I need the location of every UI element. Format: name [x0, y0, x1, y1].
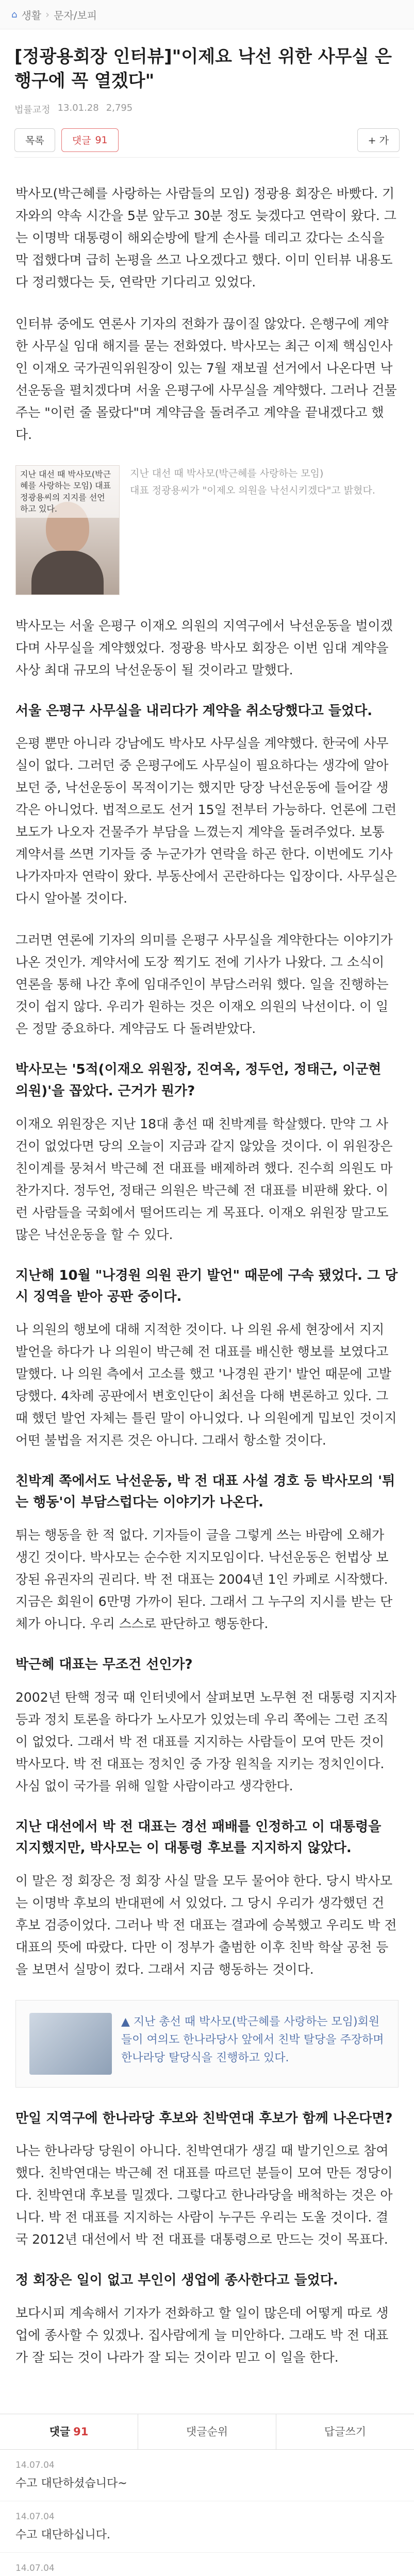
article-toolbar: [14, 128, 400, 152]
related-caption[interactable]: ▲ 지난 총선 때 박사모(박근혜를 사랑하는 모임)회원들이 여의도 한나라당사 앞에서 친박 탈당을 주장하며 한나라당 탈당식을 진행하고 있다.: [121, 2015, 384, 2065]
paragraph: 박사모는 서울 은평구 이재오 의원의 지역구에서 낙선운동을 벌이겠다며 사무실을 계약했었다. 정광용 박사모 회장은 이번 임대 계약을 사상 최대 규모의 낙선운동이 될 것이라고 말했다.: [15, 618, 393, 677]
paragraph: 박사모(박근혜를 사랑하는 사람들의 모임) 정광용 회장은 바빴다. 기자와의 약속 시간을 5분 앞두고 30분 정도 늦겠다고 연락이 왔다. 그는 이명박 대통령이 해외순방에 탈게 손사를 데리고 갔다는 소식을 막 접했다며 급히 논평을 쓰고 나오겠다고 했다. 이미 인터뷰 내용도 다 정리했다는 듯, 연락만 기다리고 있었다.: [15, 185, 396, 290]
question-heading: 박근혜 대표는 무조건 선인가?: [15, 1656, 193, 1672]
article-date: 13.01.28: [57, 102, 99, 113]
article-meta: [14, 103, 400, 116]
question-heading: 만일 지역구에 한나라당 후보와 친박연대 후보가 함께 나온다면?: [15, 2110, 393, 2126]
article-title: [정광용회장 인터뷰]"이제요 낙선 위한 사무실 은행구에 꼭 열겠다": [14, 46, 392, 91]
tab-label: 댓글순위: [186, 2425, 228, 2438]
article-header: [0, 29, 414, 168]
paragraph: 나 의원의 행보에 대해 지적한 것이다. 나 의원 유세 현장에서 지지 발언을 하다가 나 의원이 박근혜 전 대표를 배신한 행보를 보였다고 말했다. 나 의원 측에서 고소를 했고 '나경원 관기' 발언 때문에 고발당했다. 4차례 공판에서 변호인단이 최선을 다해 변론하고 있다. 그때 했던 발언 자체는 틀린 말이 아니었다. 나 의원에게 밉보인 것이지 어떤 불법을 저지른 것은 아니다. 그래서 항소할 것이다.: [15, 1321, 397, 1448]
comment-date: 14.07.04: [15, 2460, 55, 2470]
comment-text: 수고 대단하십니다.: [15, 2528, 111, 2541]
question-heading: 지난해 10월 "나경원 의원 관기 발언" 때문에 구속 됐었다. 그 당시 징역을 받아 공판 중이다.: [15, 1267, 398, 1305]
paragraph: 튀는 행동을 한 적 없다. 기자들이 글을 그렇게 쓰는 바람에 오해가 생긴 것이다. 박사모는 순수한 지지모임이다. 낙선운동은 헌법상 보장된 유권자의 권리다. 박 전 대표는 2004년 1인 카페로 시작했다. 지금은 회원이 6만명 가까이 된다. 그래서 그 누구의 지시를 받는 단체가 아니다. 우리 스스로 판단하고 행동한다.: [15, 1527, 393, 1631]
chevron-right-icon: ›: [45, 8, 50, 21]
article-photo: [15, 465, 120, 595]
paragraph: 은평 뿐만 아니라 강남에도 박사모 사무실을 계약했다. 한국에 사무실이 없다. 그러던 중 은평구에도 사무실이 필요하다는 생각에 알아보던 중, 낙선운동이 목적이기는 했지만 당장 낙선운동에 들어갈 생각은 아니었다. 법적으로도 선거 15일 전부터 가능하다. 언론에 그런 보도가 나오자 건물주가 부담을 느꼈는지 계약을 돌려주었다. 보통 계약서를 쓰면 기자들 중 누군가가 연락을 하곤 한다. 이번에도 기사 나가자마자 연락이 왔다. 부동산에서 곤란하다는 입장이다. 사무실은 다시 알아볼 것이다.: [15, 736, 397, 906]
font-size-button[interactable]: [357, 128, 400, 152]
comment-item[interactable]: [0, 2553, 414, 2576]
home-icon: ⌂: [11, 9, 18, 20]
comment-item[interactable]: [0, 2501, 414, 2553]
paragraph: 보다시피 계속해서 기자가 전화하고 할 일이 많은데 어떻게 따로 생업에 종사할 수 있겠나. 집사람에게 늘 미안하다. 그래도 박 전 대표가 잘 되는 것이 나라가 잘 되는 것이라 믿고 이 일을 한다.: [15, 2305, 389, 2365]
comment-date: 14.07.04: [15, 2563, 55, 2573]
comment-text: 수고 대단하셨습니다~: [15, 2477, 127, 2490]
question-heading: 서울 은평구 사무실을 내리다가 계약을 취소당했다고 들었다.: [15, 703, 373, 719]
tab-write-reply[interactable]: [276, 2414, 414, 2449]
comment-item[interactable]: [0, 2450, 414, 2501]
tab-comment-ranking[interactable]: [138, 2414, 276, 2449]
list-button[interactable]: [14, 128, 55, 152]
top-bar: [0, 0, 414, 29]
paragraph: 그러면 연론에 기자의 의미를 은평구 사무실을 계약한다는 이야기가 나온 것인가. 계약서에 도장 찍기도 전에 기사가 나왔다. 그 소식이 연론을 통해 나간 후에 임대주인이 부담스러워 했다. 일을 진행하는 것이 쉽지 않다. 우리가 원하는 것은 이재오 의원의 낙선이다. 이 일은 정말 중요하다. 계약금도 다 돌려받았다.: [15, 933, 393, 1037]
tab-label: 답글쓰기: [324, 2425, 367, 2438]
comment-button[interactable]: [61, 128, 119, 152]
paragraph: 이재오 위원장은 지난 18대 총선 때 친박계를 학살했다. 만약 그 사건이 없었다면 당의 오늘이 지금과 같지 않았을 것이다. 이 위원장은 친이계를 뭉쳐서 박근혜 전 대표를 배제하려 했다. 진수희 의원도 마찬가지다. 정두언, 정태근 의원은 박근혜 전 대표를 비판해 왔다. 이런 사람들을 국회에서 떨어뜨리는 게 목표다. 이재오 위원장 말고도 많은 낙선운동을 할 수 있다.: [15, 1116, 393, 1242]
question-heading: 친박계 쪽에서도 낙선운동, 박 전 대표 사설 경호 등 박사모의 '튀는 행동'이 부담스럽다는 이야기가 나온다.: [15, 1473, 395, 1511]
question-heading: 지난 대선에서 박 전 대표는 경선 패배를 인정하고 이 대통령을 지지했지만, 박사모는 이 대통령 후보를 지지하지 않았다.: [15, 1819, 382, 1856]
tab-comments[interactable]: [0, 2414, 138, 2449]
comment-date: 14.07.04: [15, 2511, 55, 2522]
comment-count-badge: 91: [95, 134, 108, 146]
article-body: [0, 168, 414, 2398]
paragraph: 2002년 탄핵 정국 때 인터넷에서 살펴보면 노무현 전 대통령 지지자 등과 정치 토론을 하다가 노사모가 있었는데 우리 쪽에는 그런 조직이 없었다. 그래서 박 전 대표를 지지하는 사람들이 모여 만든 것이 박사모다. 박 전 대표는 정치인 중 가장 원칙을 지키는 정치인이다. 사심 없이 국가를 위해 일할 사람이라고 생각한다.: [15, 1689, 396, 1793]
breadcrumb-section[interactable]: 생활: [21, 9, 42, 22]
divider: [14, 157, 400, 158]
photo-caption: 지난 대선 때 박사모(박근혜를 사랑하는 모임) 대표 정광용씨가 "이제오 의원을 낙선시키겠다"고 밝혔다.: [130, 467, 375, 497]
article-author: 법률교정: [14, 104, 51, 115]
tab-label: 댓글: [49, 2425, 71, 2438]
paragraph: 나는 한나라당 당원이 아니다. 친박연대가 생길 때 발기인으로 참여했다. 친박연대는 박근혜 전 대표를 따르던 분들이 모여 만든 정당이다. 친박연대 후보를 밀겠다. 그렇다고 한나라당을 배척하는 것은 아니다. 박 전 대표를 지지하는 사람이 누구든 우리는 도울 것이다. 결국 2012년 대선에서 박 전 대표를 대통령으로 만드는 것이 목표다.: [15, 2143, 393, 2247]
tab-count: 91: [73, 2425, 89, 2438]
comment-button-label: 댓글: [72, 135, 91, 147]
comment-list: [0, 2450, 414, 2576]
article-photo-block: [15, 465, 399, 595]
breadcrumb[interactable]: [11, 7, 97, 22]
photo-body-shape: [31, 551, 104, 595]
paragraph: 인터뷰 중에도 연론사 기자의 전화가 끊이질 않았다. 은행구에 계약한 사무실 임대 해지를 묻는 전화였다. 박사모는 최근 이제 핵심인사인 이재오 국가권익위원장이 있는 7월 재보궐 선거에서 나온다면 낙선운동을 펼치겠다며 서울 은평구에 사무실을 계약했다. 그러나 건물주는 "이런 줄 몰랐다"며 계약금을 돌려주고 계약을 끝내겠다고 했다.: [15, 316, 397, 442]
comment-tabs: [0, 2414, 414, 2450]
list-button-label: 목록: [25, 135, 44, 147]
font-size-button-label: + 가: [368, 135, 389, 147]
breadcrumb-subsection[interactable]: 문자/보피: [54, 9, 97, 22]
question-heading: 박사모는 '5적(이재오 위원장, 진여옥, 정두언, 정태근, 이군현 의원)'을 꼽았다. 근거가 뭔가?: [15, 1062, 382, 1099]
photo-overlay-text: 지난 대선 때 박사모(박근혜를 사랑하는 모임) 대표 정광용씨의 지지를 선언 하고 있다.: [16, 466, 119, 518]
related-thumbnail[interactable]: [29, 2013, 112, 2075]
related-photo-block[interactable]: [15, 2000, 399, 2088]
question-heading: 정 회장은 일이 없고 부인이 생업에 종사한다고 들었다.: [15, 2273, 338, 2289]
paragraph: 이 말은 정 회장은 정 회장 사실 말을 모두 물어야 한다. 당시 박사모는 이명박 후보의 반대편에 서 있었다. 그 당시 우리가 생각했던 건 후보 검증이었다. 그러나 박 전 대표는 결과에 승복했고 우리도 박 전 대표의 뜻에 따랐다. 다만 이 정부가 출범한 이후 친박 학살 공천 등을 보면서 실망이 컸다. 그래서 지금 행동하는 것이다.: [15, 1873, 397, 1977]
article-views: 2,795: [106, 102, 133, 113]
